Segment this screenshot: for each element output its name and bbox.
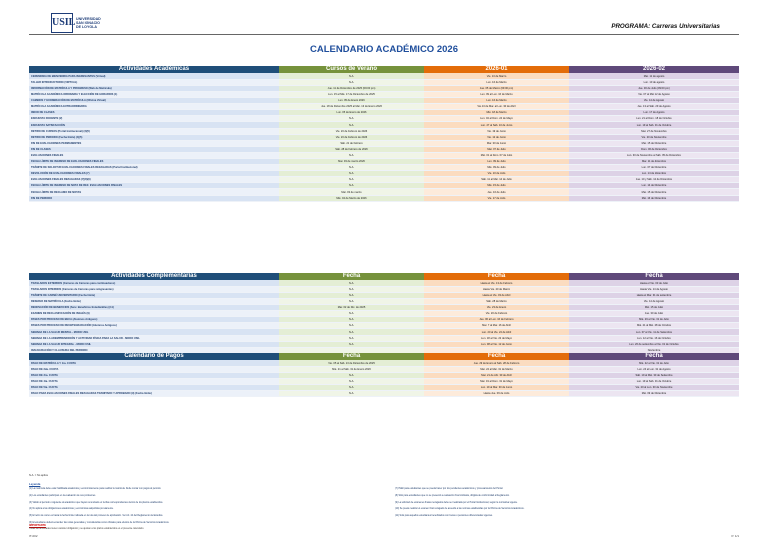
date-cell: Lun. 27 al Sáb. 10 de Junio xyxy=(424,122,569,128)
date-cell: N.A. xyxy=(279,391,424,397)
date-cell: Mié. 16 de Diciembre xyxy=(569,195,739,201)
date-cell: Mié. 09 de Diciembre xyxy=(569,391,739,397)
logo-line: UNIVERSIDAD xyxy=(76,16,101,21)
activity-label: CAMBIOS Y EXONERACIÓN DE MATRÍCULA (Oficina Virtual) xyxy=(29,98,279,104)
date-cell: Mié. 09 de Julio xyxy=(424,165,569,171)
activity-label: EVALUACIONES FINALES xyxy=(29,152,279,158)
date-cell: Vie. 07 al Mié 12 de Agosto xyxy=(569,91,739,97)
activity-label: ENCUESTA DOCENTE (2) xyxy=(29,116,279,122)
date-cell: Vie. 14 de Agosto xyxy=(569,98,739,104)
date-cell: Noviembre xyxy=(569,347,739,353)
date-cell: N.A. xyxy=(279,372,424,378)
complementary-activities-table xyxy=(29,273,739,354)
date-cell: Hasta Jue. 09 de Julio xyxy=(424,391,569,397)
header-divider xyxy=(29,34,739,35)
date-cell: Mié. 29 al Vie. 31 de Julio xyxy=(569,317,739,323)
date-cell: Lun. 16 de Marzo xyxy=(424,98,569,104)
date-cell: Hasta el Mar. 31 de setiembre xyxy=(569,292,739,298)
footer-page: P. 1/1 xyxy=(731,534,739,538)
date-cell: Mar. 11 de agosto xyxy=(569,73,739,79)
date-cell: Lun. 24 al Lun. 31 de Agosto xyxy=(569,366,739,372)
date-cell: Mar. 7 al Mar. 16 de Abril xyxy=(424,323,569,329)
column-header: 2026-02 xyxy=(569,66,739,73)
date-cell: Lun. 08 al Vie. 12 de Junio xyxy=(424,341,569,347)
legend-item: (1) La matrícula debe estar habilitada académica y económicamente para realizar la matrícula. Debe contar con pagos al período. xyxy=(29,488,162,490)
page-title: CALENDARIO ACADÉMICO 2026 xyxy=(310,44,458,55)
activity-label: TALLER INTRODUCTORIO (VIRTUAL) xyxy=(29,79,279,85)
activity-label: RETIRO DE CURSOS (Portal Institucional) (3)(5) xyxy=(29,128,279,134)
date-cell: N.A. xyxy=(279,298,424,304)
date-cell: Lun. 04 al Dom. 24 de Mayo xyxy=(424,116,569,122)
date-cell: Lun. 10 de agosto xyxy=(569,79,739,85)
date-cell: Lun. 26 de setiembre al Vie. 01 de Octubre xyxy=(569,341,739,347)
date-cell: Lun. 20 al Vie. 24 de Abril xyxy=(424,329,569,335)
activity-label: FECHA LÍMITE DE INGRESO DE EVALUACIONES FINALES xyxy=(29,159,279,165)
activity-label: CEREMONIA DE BIENVENIDA PARA INGRESANTES (Virtual) xyxy=(29,73,279,79)
activity-label: TRÁMITE DE CARNÉ UNIVERSITARIO (Fecha límite) xyxy=(29,292,279,298)
footer-code: IT-002 xyxy=(29,534,38,538)
activity-label: SEMANA DE LA ADEMPRENDICIÓN Y ACTIVIDAD FÍSICA PARA LA SALUD - MODO USIL xyxy=(29,335,279,341)
date-cell: Lun. 30 de Noviembre al Sáb. 05 de Diciembre xyxy=(569,152,739,158)
activity-label: PASES POR PROCESO DE BECA (Alumnos Antiguos) xyxy=(29,317,279,323)
table-row xyxy=(29,195,739,201)
date-cell: N.A. xyxy=(279,317,424,323)
activity-label: RETIRO DE PERIODO (Fecha límite) (4)(5) xyxy=(29,134,279,140)
date-cell: Mar. 15 de Diciembre xyxy=(569,189,739,195)
date-cell: Vie. 17 de Julio xyxy=(424,195,569,201)
date-cell: Lun. 18 al Vie. 22 de Mayo xyxy=(424,335,569,341)
activity-label: EVALUACIONES FINALES REZAGADAS (7)(8)(9) xyxy=(29,177,279,183)
date-cell: Sáb. 11 al Mar. 14 de Julio xyxy=(424,177,569,183)
legend-item: (9) La solicitud de exámenes finales rezagados debe ser realizada por el Portal Institucional, según la normativa vigente. xyxy=(395,501,518,504)
date-cell: Mar. 15 de Diciembre xyxy=(569,140,739,146)
activity-label: ENCUESTA SATISFACCIÓN xyxy=(29,122,279,128)
program-label: PROGRAMA: Carreras Universitarias xyxy=(611,23,720,30)
date-cell: Mié. 15 de Julio xyxy=(424,183,569,189)
column-header: Actividades Complementarias xyxy=(29,273,279,280)
legend-item: (8) Sólo para estudiantes que no se presentó a evaluación final ordinaria, dirigida de conformidad a Reglamento. xyxy=(395,494,510,497)
legend-left-column xyxy=(29,488,349,529)
date-cell: Jue. 11 de Diciembre de 2025 (09:00 pm) xyxy=(279,85,424,91)
date-cell: N.A. xyxy=(279,329,424,335)
date-cell: Jue. 06 al Lun. 16 de Febrero xyxy=(424,317,569,323)
date-cell: Jue. 18 de Diciembre 2025 al Mar. 13 de Enero 2026 xyxy=(279,104,424,110)
date-cell: Jue. 16 de Julio xyxy=(424,189,569,195)
date-cell: Mar. 03 de marzo xyxy=(279,189,424,195)
activity-label: TRASLADOS EXTERNOS (Carreras de Carreras para continuadores) xyxy=(29,280,279,286)
date-cell: Vie. 10 de Julio xyxy=(424,171,569,177)
date-cell: N.A. xyxy=(279,165,424,171)
logo-mark: USIL xyxy=(51,13,73,33)
activity-label: PAGO PARA EVALUACIONES FINALES REZAGADAS TRAMITADO Y APROBADO (9) (Fecha límite) xyxy=(29,391,279,397)
date-cell: Dom. 06 de Diciembre xyxy=(569,146,739,152)
activity-label: FECHA LÍMITE DE INGRESO DE NOTA DE REZ. EVALUACIONES FINALES xyxy=(29,183,279,189)
date-cell: Lun. 14 de Diciembre xyxy=(569,183,739,189)
date-cell: N.A. xyxy=(279,183,424,189)
activity-label: FIN DE PERIODO xyxy=(29,195,279,201)
date-cell: N.A. xyxy=(279,73,424,79)
activity-label: PASES POR PROCESO DE REUBTEGRADACIÓN (Alumnos Antiguos) xyxy=(29,323,279,329)
date-cell: Vie. 23 de Febrero de 2026 xyxy=(279,134,424,140)
date-cell: N.A. xyxy=(279,152,424,158)
date-cell: Sáb. 19 al Mié. 30 de Setiembre xyxy=(569,372,739,378)
date-cell: Lun. 12 al Vie. 16 de Octubre xyxy=(569,335,739,341)
date-cell: Jue. 10 y Sáb. 12 de Diciembre xyxy=(569,177,739,183)
activity-label: TRASLADOS INTERNOS (Carreras de Carreras para reingresantes) xyxy=(29,286,279,292)
legend-item: (10) Se puede realizar el examen final rezagado de acuerdo a las normas establecidas por la Oficina de Servicios Académicos. xyxy=(395,508,525,511)
section-header-row xyxy=(29,66,739,73)
column-header: Calendario de Pagos xyxy=(29,353,279,360)
activity-label: PAGO DE 4ta. CUOTA xyxy=(29,378,279,384)
activity-label: RESERVA DE MATRÍCULA (Fecha límite) xyxy=(29,298,279,304)
na-note: N.A. = No aplica xyxy=(29,474,48,477)
date-cell: Vie. 14 de Agosto xyxy=(569,298,739,304)
date-cell: Mié. 21 al Mié. 28 de Octubre xyxy=(569,323,739,329)
date-cell: Mar. 03 de marzo 2026 xyxy=(279,159,424,165)
activity-label: FIN DE CLASES xyxy=(29,146,279,152)
activity-label: PAGO DE 2da. CUOTA xyxy=(29,366,279,372)
date-cell: Vie. 20 al Lun. 30 de Noviembre xyxy=(569,385,739,391)
date-cell: N.A. xyxy=(279,116,424,122)
date-cell: Mar. 21 de Abr. 30 de Abril xyxy=(424,372,569,378)
activity-label: SEMANA DE LA SALUD MENTAL - MODO USIL xyxy=(29,329,279,335)
logo-text xyxy=(76,17,101,30)
date-cell: Jue. 13 al Sáb. 29 de Agosto xyxy=(569,104,739,110)
column-header: Fecha xyxy=(424,273,569,280)
important-title: IMPORTANTE xyxy=(29,524,46,527)
activity-label: DEVOLUCIÓN DE EVALUACIONES FINALES (7) xyxy=(29,171,279,177)
column-header: Fecha xyxy=(424,353,569,360)
date-cell: N.A. xyxy=(279,280,424,286)
important-text: Todas las actividades tienen carácter obligatorio y se ajustan a los plazos establecidos en el presente calendario. xyxy=(29,528,145,530)
date-cell: Mar. 24 al Mar. 31 de Marzo xyxy=(424,366,569,372)
date-cell: Jue. 30 de Julio (09:00 pm) xyxy=(569,85,739,91)
date-cell: Mar. 19 al Dom. 31 de Mayo xyxy=(424,378,569,384)
payments-table xyxy=(29,353,739,397)
academic-activities-table xyxy=(29,66,739,202)
column-header: Fecha xyxy=(279,353,424,360)
date-cell: Mar. 27 de Noviembre xyxy=(569,128,739,134)
activity-label: INAUGURACIÓN Y CLAUSURA DEL PERIODO xyxy=(29,347,279,353)
date-cell: N.A. xyxy=(279,122,424,128)
column-header: 2026-01 xyxy=(424,66,569,73)
date-cell: Vie. 05 al Sáb. 13 de Diciembre de 2025 xyxy=(279,360,424,366)
legend-item: (5) El retiro de curso es hasta la fecha límite indicada en la ruta del proceso de aprobación. Ver Art. 44 del Reglamento de Estudios. xyxy=(29,515,164,518)
date-cell: Lun. 17 de Agosto xyxy=(569,110,739,116)
date-cell: N.A. xyxy=(279,292,424,298)
activity-label: INFORMACIÓN DE MATRÍCULA Y PROGRESO (Web de Matrícula) xyxy=(29,85,279,91)
date-cell: Vie. 13 de Marzo xyxy=(424,73,569,79)
date-cell: Vie.13 de Mar. al Lun. 30 de Abril xyxy=(424,104,569,110)
date-cell: Vie. 23 de Febrero de 2026 xyxy=(279,128,424,134)
column-header: Fecha xyxy=(279,273,424,280)
date-cell: Jue. 30 de Julio xyxy=(569,311,739,317)
date-cell: Lun. 05 de Enero de 2026 xyxy=(279,110,424,116)
activity-label: EXAMEN DE RECLASIFICACIÓN DE INGLÉS (9) xyxy=(29,311,279,317)
date-cell: Hasta Vie. 20 de Marzo xyxy=(424,286,569,292)
date-cell: Mié. 01 al Dom. 07 de Julio xyxy=(424,152,569,158)
date-cell: Vie. 19 de Junio xyxy=(424,128,569,134)
date-cell: Hasta el Vie. 03 de Julio xyxy=(569,280,739,286)
logo-line: DE LOYOLA xyxy=(76,25,97,30)
date-cell: Sáb. 21 de Febrero xyxy=(279,140,424,146)
date-cell: Mié. 21 al Sáb. 31 de Enero 2026 xyxy=(279,366,424,372)
date-cell: N.A. xyxy=(279,79,424,85)
date-cell: Vie. 20 de Febrero xyxy=(424,311,569,317)
column-header: Cursos de Verano xyxy=(279,66,424,73)
date-cell: N.A. xyxy=(279,335,424,341)
table-row xyxy=(29,391,739,397)
date-cell: Jue. 29 de Enero al Sáb. 28 de Febrero xyxy=(424,360,569,366)
legend-title: Leyenda xyxy=(29,482,41,486)
column-header: Actividades Académicas xyxy=(29,66,279,73)
section-header-row xyxy=(29,273,739,280)
date-cell: Mar. 02 de Dic. de 2025 xyxy=(279,305,424,311)
date-cell: Mar. 30 de Junio xyxy=(424,140,569,146)
date-cell: Hasta el Vie. 13 de Febrero xyxy=(424,280,569,286)
date-cell: N.A. xyxy=(279,323,424,329)
date-cell: Lun. 15 al Mié. 17 de Diciembre de 2025 xyxy=(279,91,424,97)
date-cell: Sáb. 28 de Febrero de 2026 xyxy=(279,146,424,152)
legend-item: (2) Los estudiantes participan en la evaluación de sus profesores. xyxy=(29,494,96,497)
column-header: Fecha xyxy=(569,353,739,360)
date-cell: N.A. xyxy=(279,171,424,177)
column-header: Fecha xyxy=(569,273,739,280)
date-cell: N.A. xyxy=(279,378,424,384)
legend-item: (4) No aplica a las obligaciones académicas y económicas adquiridas previamente. xyxy=(29,508,114,511)
logo-line: SAN IGNACIO xyxy=(76,20,100,25)
legend-item: (6) El estudiante deberá entender las notas generadas y considerarlas como oficiales para efectos de la Oficina de Servicios Académicos. xyxy=(29,521,170,524)
date-cell: Vie. 23 de Enero xyxy=(424,305,569,311)
university-logo xyxy=(51,13,101,33)
date-cell: N.A. xyxy=(279,286,424,292)
date-cell: Lun. 05 de Enero 2026 xyxy=(279,98,424,104)
legend-item: (11) Solo para aquellos estudiantes beneficiados con becas o pensiones diferenciadas vigentes. xyxy=(395,515,493,518)
section-header-row xyxy=(29,353,739,360)
activity-label: FECHA LÍMITE DE RECLAMO DE NOTAS xyxy=(29,189,279,195)
date-cell: Jue. 05 de Marzo (09:00 pm) xyxy=(424,85,569,91)
date-cell: Hasta Vie. 14 de Agosto xyxy=(569,286,739,292)
date-cell: Lun. 09 al Lun. 16 de Marzo xyxy=(424,91,569,97)
date-cell: Lun. 21 al Dom. 18 de Octubre xyxy=(569,116,739,122)
date-cell: Lun. 19 al Mar. 30 de Junio xyxy=(424,385,569,391)
date-cell: Mié. 22 al Vie. 31 de Julio xyxy=(569,360,739,366)
activity-label: PAGO DE 5ta. CUOTA xyxy=(29,385,279,391)
activity-label: PAGO DE 3ra. CUOTA xyxy=(29,372,279,378)
date-cell: N.A. xyxy=(279,385,424,391)
date-cell: Mié. 04 de Marzo de 2026 xyxy=(279,195,424,201)
date-cell: Lun. 07 de Diciembre xyxy=(569,165,739,171)
activity-label: FIN DE EVALUACIONES PERMANENTES xyxy=(29,140,279,146)
date-cell: Lun. 19 al Sáb. 31 de Octubre xyxy=(569,122,739,128)
date-cell: N.A. xyxy=(279,311,424,317)
date-cell: Mié. 18 de Marzo xyxy=(424,110,569,116)
activity-label: MATRÍCULA ACADÉMICA ORDINARIA Y ELECCIÓN DE HORARIOS (1) xyxy=(29,91,279,97)
date-cell: Lun. 07 al Vie. 11 de Setiembre xyxy=(569,329,739,335)
date-cell: Vie. 20 de Noviembre xyxy=(569,134,739,140)
activity-label: TRÁMITE DE SOLICITUD EVALUACIONES FINALES REZAGADAS (Portal Institucional) xyxy=(29,165,279,171)
activity-label: INICIO DE CLASES xyxy=(29,110,279,116)
legend-right-column xyxy=(395,488,715,522)
legend-item: (3) Válido al período o siguiente al académico que hayan renunciado en fechas correspondientes dentro de los plazos establecidos. xyxy=(29,501,164,504)
activity-label: RENOVACIÓN DE BENEFICIOS (Serv. Beneficios Estudiantiles) (11) xyxy=(29,305,279,311)
date-cell: Sáb. 28 de Marzo xyxy=(424,298,569,304)
activity-label: MATRÍCULA ACADÉMICA EXTRAORDINARIA xyxy=(29,104,279,110)
date-cell: N.A. xyxy=(279,341,424,347)
date-cell: N.A. xyxy=(279,177,424,183)
date-cell: Hasta el Vie. 03 de Abril xyxy=(424,292,569,298)
date-cell: Mar. 07 de Julio xyxy=(424,146,569,152)
date-cell: Lun. 14 de diciembre xyxy=(569,171,739,177)
date-cell: Vie. 12 de Junio xyxy=(424,134,569,140)
activity-label: SEMANA DE LA SALUD INTEGRAL - MODO USIL xyxy=(29,341,279,347)
date-cell: Mar. 11 de diciembre xyxy=(569,159,739,165)
legend-item: (7) Hábil para estudiantes que se pueda hacer por los pendientes académicos y procesamiento del Portal. xyxy=(395,488,504,490)
date-cell: Mié. 15 de Julio xyxy=(569,305,739,311)
date-cell: Lun. 19 al Sáb. 31 de Octubre xyxy=(569,378,739,384)
activity-label: PAGO DE MATRÍCULA Y 1ra. CUOTA xyxy=(29,360,279,366)
date-cell: Lun. 16 de Marzo xyxy=(424,79,569,85)
date-cell: Lun. 09 de Julio xyxy=(424,159,569,165)
